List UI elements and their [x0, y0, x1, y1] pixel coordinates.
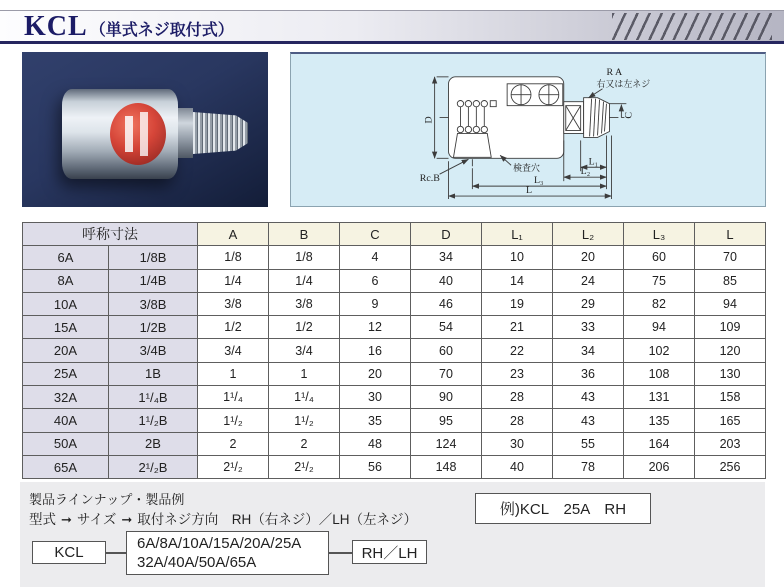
product-red-label-image: [110, 103, 166, 165]
dimension-value-cell: 43: [553, 386, 624, 409]
dimension-value-cell: 20: [553, 246, 624, 269]
dimension-value-cell: 1/2: [198, 316, 269, 339]
dimension-value-cell: 19: [482, 292, 553, 315]
nominal-size-cell: 1/2B: [109, 316, 198, 339]
nominal-size-cell: 1/4B: [109, 269, 198, 292]
dimension-value-cell: 3/8: [269, 292, 340, 315]
dimension-value-cell: 120: [695, 339, 766, 362]
dimension-value-cell: 30: [482, 432, 553, 455]
dimension-value-cell: 164: [624, 432, 695, 455]
dimension-value-cell: 3/8: [198, 292, 269, 315]
product-hex-section-image: [178, 108, 193, 158]
table-row: [23, 269, 766, 292]
flow-box-sizes: [126, 531, 329, 575]
page-title: KCL: [24, 11, 88, 42]
table-row: [23, 292, 766, 315]
dimension-value-cell: 60: [624, 246, 695, 269]
nominal-size-cell: 6A: [23, 246, 109, 269]
dimension-value-cell: 94: [695, 292, 766, 315]
dimension-value-cell: 109: [695, 316, 766, 339]
nominal-size-cell: 25A: [23, 362, 109, 385]
dimension-value-cell: 135: [624, 409, 695, 432]
dimension-value-cell: 148: [411, 455, 482, 478]
nominal-size-cell: 3/4B: [109, 339, 198, 362]
format-part-model: 型式: [29, 512, 56, 527]
table-row: [23, 362, 766, 385]
dimension-value-cell: 75: [624, 269, 695, 292]
dimension-value-cell: 21: [482, 316, 553, 339]
product-photo: [22, 52, 268, 207]
dimension-value-cell: 34: [411, 246, 482, 269]
dimension-value-cell: 94: [624, 316, 695, 339]
dimension-value-cell: 165: [695, 409, 766, 432]
dimension-value-cell: 203: [695, 432, 766, 455]
column-header: D: [411, 223, 482, 246]
nominal-size-cell: 8A: [23, 269, 109, 292]
nominal-size-cell: 2¹/₂B: [109, 455, 198, 478]
dimension-value-cell: 46: [411, 292, 482, 315]
dimension-value-cell: 85: [695, 269, 766, 292]
table-row: [23, 386, 766, 409]
dimension-value-cell: 54: [411, 316, 482, 339]
nominal-size-cell: 20A: [23, 339, 109, 362]
technical-drawing: [291, 54, 765, 205]
dimension-value-cell: 1/4: [198, 269, 269, 292]
table-header-row: [23, 223, 766, 246]
flow-connector-line: [106, 552, 126, 554]
dim-label-l2: L₂: [580, 166, 591, 178]
nominal-size-cell: 3/8B: [109, 292, 198, 315]
nominal-size-cell: 15A: [23, 316, 109, 339]
dimension-value-cell: 70: [411, 362, 482, 385]
thread-direction-note: 右又は左ネジ: [596, 78, 651, 89]
format-part-direction: 取付ネジ方向 RH（右ネジ）／LH（左ネジ）: [137, 512, 417, 527]
dimension-value-cell: 34: [553, 339, 624, 362]
dimension-value-cell: 40: [411, 269, 482, 292]
dimension-value-cell: 1¹/₂: [198, 409, 269, 432]
dimension-value-cell: 4: [340, 246, 411, 269]
example-model-text: 例)KCL 25A RH: [499, 501, 627, 518]
dimension-value-cell: 10: [482, 246, 553, 269]
inspection-hole-label: 検査穴: [513, 163, 540, 174]
dimension-value-cell: 1/2: [269, 316, 340, 339]
nominal-size-cell: 50A: [23, 432, 109, 455]
column-header: L₁: [482, 223, 553, 246]
dimension-value-cell: 102: [624, 339, 695, 362]
dimension-value-cell: 206: [624, 455, 695, 478]
dimension-value-cell: 55: [553, 432, 624, 455]
dimension-value-cell: 36: [553, 362, 624, 385]
dimension-value-cell: 40: [482, 455, 553, 478]
table-row: [23, 246, 766, 269]
dimension-value-cell: 20: [340, 362, 411, 385]
dimension-value-cell: 131: [624, 386, 695, 409]
dimension-value-cell: 1/4: [269, 269, 340, 292]
dimension-value-cell: 2: [269, 432, 340, 455]
dimension-value-cell: 95: [411, 409, 482, 432]
dimension-value-cell: 1/8: [198, 246, 269, 269]
flow-box-model: [32, 541, 106, 564]
flow-direction-text: RH／LH: [361, 544, 418, 562]
format-part-size: サイズ: [76, 512, 117, 527]
model-format-line: [29, 508, 417, 528]
dimension-value-cell: 256: [695, 455, 766, 478]
dimension-value-cell: 48: [340, 432, 411, 455]
nominal-size-cell: 1¹/₄B: [109, 386, 198, 409]
nominal-size-cell: 10A: [23, 292, 109, 315]
dim-label-d: D: [423, 116, 435, 124]
dimension-value-cell: 35: [340, 409, 411, 432]
dim-label-rcb: Rc.B: [419, 173, 440, 185]
dimension-value-cell: 3/4: [198, 339, 269, 362]
table-row: [23, 339, 766, 362]
nominal-size-cell: 40A: [23, 409, 109, 432]
dimension-value-cell: 1¹/₄: [269, 386, 340, 409]
dim-label-ra: R A: [606, 66, 623, 78]
dim-label-l: L: [526, 185, 533, 197]
product-threaded-end-image: [193, 112, 248, 154]
nominal-size-cell: 1¹/₂B: [109, 409, 198, 432]
dimension-value-cell: 30: [340, 386, 411, 409]
column-header: C: [340, 223, 411, 246]
table-row: [23, 409, 766, 432]
dimension-value-cell: 56: [340, 455, 411, 478]
page-subtitle: （単式ネジ取付式）: [89, 22, 234, 39]
flow-connector-line: [329, 552, 352, 554]
dimension-value-cell: 2¹/₂: [198, 455, 269, 478]
dimension-value-cell: 6: [340, 269, 411, 292]
example-model-box: [475, 493, 651, 524]
nominal-size-cell: 1/8B: [109, 246, 198, 269]
dimension-value-cell: 14: [482, 269, 553, 292]
column-header: B: [269, 223, 340, 246]
dimension-value-cell: 3/4: [269, 339, 340, 362]
lineup-heading: 製品ラインナップ・製品例: [29, 492, 185, 507]
dimension-value-cell: 9: [340, 292, 411, 315]
page-title-bar: [0, 10, 784, 44]
dimension-value-cell: 60: [411, 339, 482, 362]
nominal-size-cell: 2B: [109, 432, 198, 455]
flow-model-text: KCL: [54, 544, 84, 561]
dimension-value-cell: 24: [553, 269, 624, 292]
dimension-table: [22, 222, 766, 479]
dimension-value-cell: 1/8: [269, 246, 340, 269]
table-row: [23, 432, 766, 455]
column-header: L₂: [553, 223, 624, 246]
diagonal-hatch-decoration-icon: [612, 13, 772, 40]
table-row: [23, 455, 766, 478]
dimension-value-cell: 1: [198, 362, 269, 385]
dimension-value-cell: 43: [553, 409, 624, 432]
dimension-value-cell: 33: [553, 316, 624, 339]
dimension-value-cell: 130: [695, 362, 766, 385]
technical-drawing-panel: [290, 52, 766, 207]
column-header: A: [198, 223, 269, 246]
dimension-value-cell: 1¹/₂: [269, 409, 340, 432]
dimension-value-cell: 1¹/₄: [198, 386, 269, 409]
dimension-value-cell: 16: [340, 339, 411, 362]
table-row: [23, 316, 766, 339]
dimension-value-cell: 1: [269, 362, 340, 385]
product-lineup-panel: [20, 482, 765, 587]
column-header: L₃: [624, 223, 695, 246]
arrow-right-icon: ➞: [61, 512, 72, 527]
dimension-value-cell: 70: [695, 246, 766, 269]
dimension-value-cell: 158: [695, 386, 766, 409]
arrow-right-icon: ➞: [121, 512, 133, 527]
flow-box-direction: [352, 540, 427, 564]
dimension-value-cell: 28: [482, 386, 553, 409]
column-header-nominal: 呼称寸法: [23, 223, 198, 246]
dimension-value-cell: 124: [411, 432, 482, 455]
dimension-value-cell: 23: [482, 362, 553, 385]
dimension-value-cell: 12: [340, 316, 411, 339]
dimension-value-cell: 28: [482, 409, 553, 432]
flow-sizes-line1: 6A/8A/10A/15A/20A/25A: [137, 535, 302, 552]
dim-label-l1: L₁: [588, 156, 599, 168]
dim-label-l3: L₃: [533, 175, 544, 187]
dimension-value-cell: 2: [198, 432, 269, 455]
dimension-value-cell: 82: [624, 292, 695, 315]
dimension-value-cell: 78: [553, 455, 624, 478]
dimension-value-cell: 108: [624, 362, 695, 385]
nominal-size-cell: 32A: [23, 386, 109, 409]
dimension-value-cell: 22: [482, 339, 553, 362]
dimension-value-cell: 29: [553, 292, 624, 315]
nominal-size-cell: 65A: [23, 455, 109, 478]
dimension-value-cell: 90: [411, 386, 482, 409]
flow-sizes-line2: 32A/40A/50A/65A: [137, 554, 257, 571]
column-header: L: [695, 223, 766, 246]
dimension-value-cell: 2¹/₂: [269, 455, 340, 478]
nominal-size-cell: 1B: [109, 362, 198, 385]
dim-label-c: C: [623, 111, 635, 119]
